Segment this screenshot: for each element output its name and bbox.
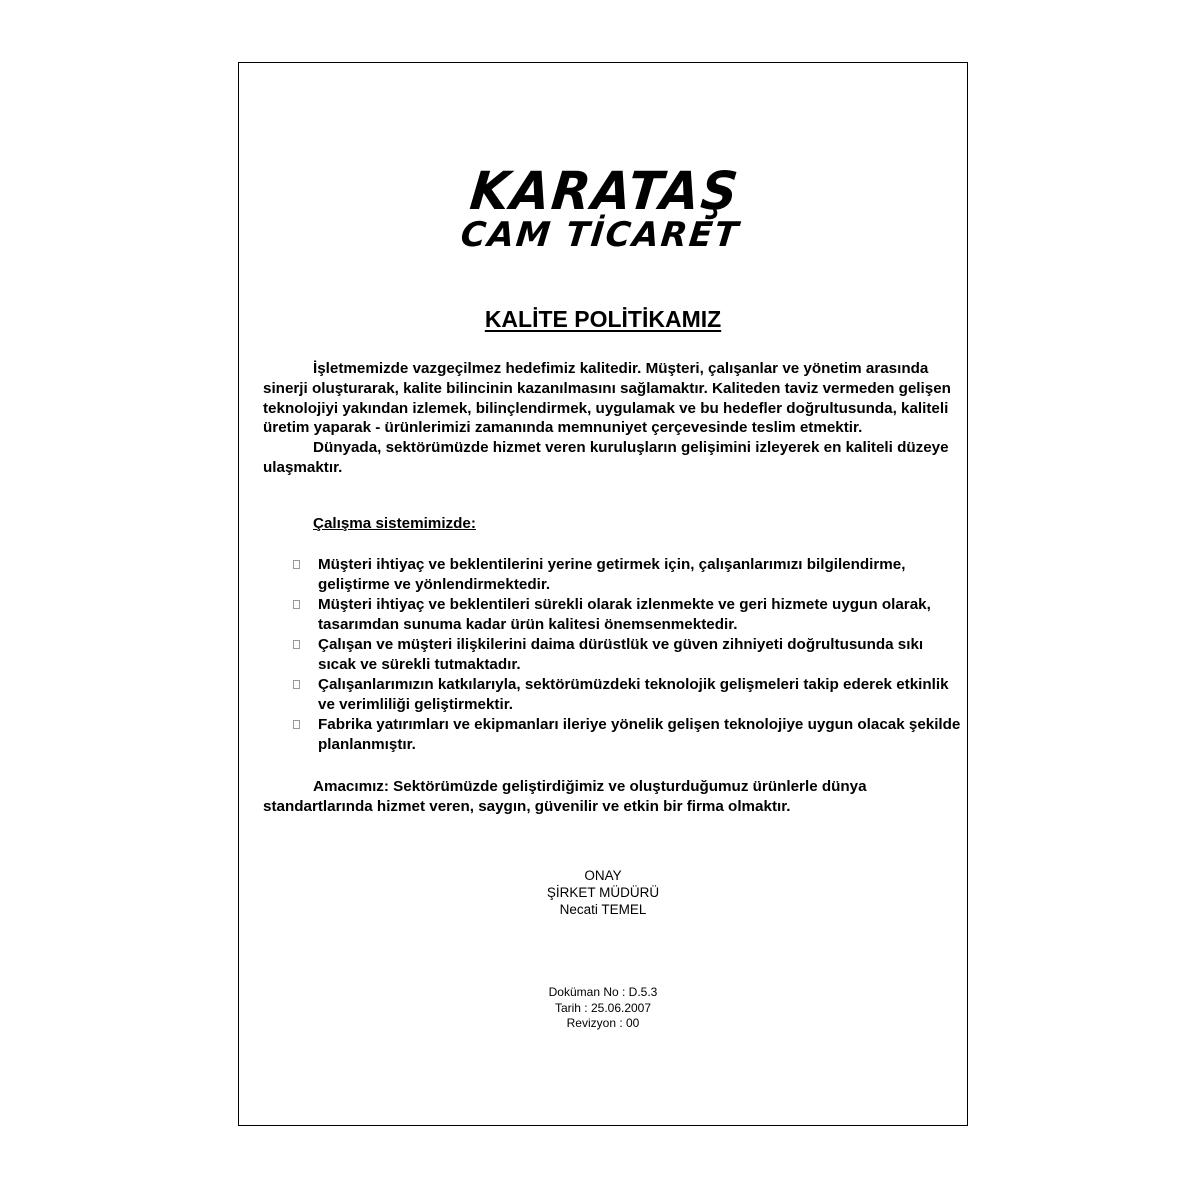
list-item — [291, 595, 961, 635]
list-item — [291, 675, 961, 715]
document-revision: Revizyon : 00 — [566, 1016, 640, 1030]
approver-name: Necati TEMEL — [559, 902, 647, 917]
document-info — [239, 985, 967, 1032]
document-date: Tarih : 25.06.2007 — [554, 1000, 652, 1015]
bullet-icon — [293, 680, 300, 689]
list-item-text: Çalışanlarımızın katkılarıyla, sektörümüzdeki teknolojik gelişmeleri takip ederek etkinlik ve verimliliği geliştirmektir. — [318, 676, 949, 713]
list-item-text: Müşteri ihtiyaç ve beklentileri sürekli olarak izlenmekte ve geri hizmete uygun olarak, tasarımdan sunuma kadar ürün kalitesi önemsenmektedir. — [318, 596, 931, 633]
list-item — [291, 715, 961, 755]
policy-list — [291, 555, 961, 755]
bullet-icon — [293, 600, 300, 609]
aim-paragraph: Amacımız: Sektörümüzde geliştirdiğimiz ve oluşturduğumuz ürünlerle dünya standartlarında hizmet veren, saygın, güvenilir ve etkin bir firma olmaktır. — [263, 778, 867, 815]
bullet-icon — [293, 560, 300, 569]
bullet-icon — [293, 640, 300, 649]
approval-block — [239, 867, 967, 918]
approver-title: ŞİRKET MÜDÜRÜ — [546, 885, 660, 900]
document-title: KALİTE POLİTİKAMIZ — [484, 306, 722, 332]
aim-section — [263, 777, 963, 817]
bullet-icon — [293, 720, 300, 729]
logo-line-1: KARATAŞ — [467, 160, 743, 222]
company-logo — [234, 160, 971, 255]
intro-paragraph-1: İşletmemizde vazgeçilmez hedefimiz kalitedir. Müşteri, çalışanlar ve yönetim arasında sinerji oluşturarak, kalite bilincinin kazanılmasını sağlamaktır. Kaliteden taviz vermeden gelişen teknolojiyi yakından izlemek, bilinçlendirmek, uygulamak ve bu hedefler doğrultusunda, kaliteli üretim yaparak - ürünlerimizi zamanında memnuniyet çerçevesinde teslim etmektir. — [263, 360, 951, 437]
intro-paragraph-2: Dünyada, sektörümüzde hizmet veren kuruluşların gelişimini izleyerek en kaliteli düzeye ulaşmaktır. — [263, 439, 949, 476]
document-page — [238, 62, 968, 1126]
list-item — [291, 635, 961, 675]
subheading: Çalışma sistemimizde: — [313, 515, 476, 532]
list-item-text: Çalışan ve müşteri ilişkilerini daima dürüstlük ve güven zihniyeti doğrultusunda sıkı sıcak ve sürekli tutmaktadır. — [318, 636, 924, 673]
intro-section — [263, 359, 963, 478]
list-item-text: Müşteri ihtiyaç ve beklentilerini yerine getirmek için, çalışanlarımızı bilgilendirme, geliştirme ve yönlendirmektedir. — [318, 556, 906, 593]
document-number: Doküman No : D.5.3 — [548, 985, 658, 999]
logo-line-2: CAM TİCARET — [458, 215, 742, 255]
list-item-text: Fabrika yatırımları ve ekipmanları ileriye yönelik gelişen teknolojiye uygun olacak şekilde planlanmıştır. — [318, 716, 961, 753]
list-item — [291, 555, 961, 595]
approval-label: ONAY — [584, 868, 622, 883]
